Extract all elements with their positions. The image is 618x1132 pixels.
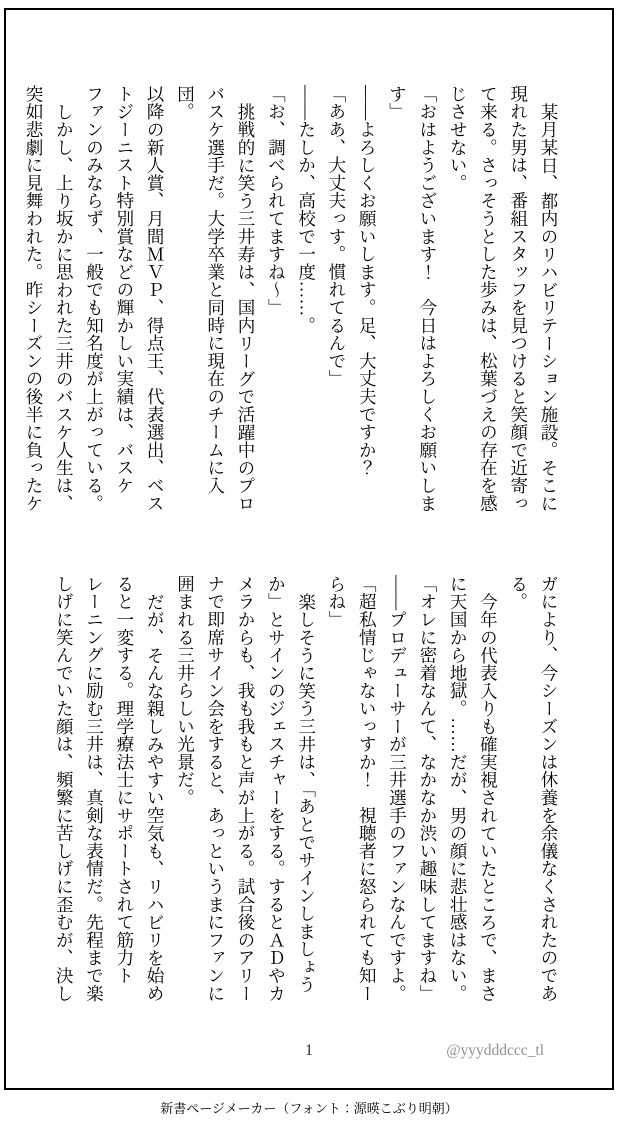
lower-text-block: [49, 575, 564, 1003]
text-line: しかし、上り坂かに思われた三井のバスケ人生は、: [54, 102, 75, 512]
text-line: 「おはようございます！ 今日はよろしくお願いしま: [417, 85, 438, 513]
text-line: 囲まれる三井らしい光景だ。: [175, 575, 196, 807]
text-line: 「オレに密着なんて、なかなか渋い趣味してますね」: [417, 575, 438, 1003]
text-line: バスケ選手だ。大学卒業と同時に現在のチームに入団。: [175, 85, 226, 495]
text-line: か」とサインのジェスチャーをする。するとＡＤやカ: [266, 575, 287, 1003]
text-line: だが、そんな親しみやすい空気も、リハビリを始め: [145, 592, 166, 1002]
text-line: ――たしか、高校で一度……。: [296, 85, 317, 335]
text-line: て来る。さっそうとした歩みは、松葉づえの存在を感: [478, 85, 499, 513]
text-line: らね」: [326, 575, 347, 629]
upper-text-block: [19, 85, 564, 513]
text-line: 「超私情じゃないっすか！ 視聴者に怒られても知ー: [357, 575, 378, 1003]
text-line: トジーニスト特別賞などの輝かしい実績は、バスケ: [114, 85, 135, 495]
twitter-handle: @yyydddccc_tl: [446, 1042, 544, 1059]
text-line: ガにより、今シーズンは休養を余儀なくされたのであ: [539, 575, 559, 1003]
text-line: メラからも、我も我もと声が上がる。試合後のアリー: [236, 575, 257, 1003]
text-line: 楽しそうに笑う三井は、「あとでサインしましょう: [296, 592, 317, 994]
text-line: ナで即席サイン会をすると、あっというまにファンに: [205, 575, 226, 1003]
text-line: 「お、調べられてますね〜」: [266, 85, 287, 317]
text-line: ――よろしくお願いします。足、大丈夫ですか？: [357, 85, 378, 477]
text-line: る。: [508, 575, 529, 611]
book-page: [4, 8, 614, 1090]
text-line: しげに笑んでいた顔は、頻繁に苦しげに歪むが、決し: [54, 575, 75, 1003]
page-number: 1: [305, 1042, 313, 1059]
text-line: 挑戦的に笑う三井寿は、国内リーグで活躍中のプロ: [236, 102, 257, 512]
text-line: ると一変する。理学療法士にサポートされて筋力ト: [114, 575, 135, 985]
generator-caption: 新書ページメーカー（フォント：源暎こぶり明朝）: [160, 1101, 458, 1116]
text-line: 突如悲劇に見舞われた。昨シーズンの後半に負ったケ: [23, 85, 44, 513]
text-line: す」: [387, 85, 408, 121]
text-line: 現れた男は、番組スタッフを見つけると笑顔で近寄っ: [508, 85, 529, 513]
text-line: 「ああ、大丈夫っす。慣れてるんで」: [326, 85, 347, 388]
text-line: ファンのみならず、一般でも知名度が上がっている。: [84, 85, 105, 513]
text-line: 某月某日、都内のリハビリテーション施設。そこに: [539, 102, 559, 512]
text-line: レーニングに励む三井は、真剣な表情だ。先程まで楽: [84, 575, 105, 1003]
text-line: 今年の代表入りも確実視されていたところで、まさ: [478, 592, 499, 1002]
text-line: に天国から地獄。……だが、男の顔に悲壮感はない。: [448, 575, 469, 1003]
text-line: じさせない。: [448, 85, 469, 192]
text-line: 以降の新人賞、月間ＭＶＰ、得点王、代表選出、ベス: [145, 85, 166, 513]
text-line: ――プロデューサーが三井選手のファンなんですよ。: [387, 575, 408, 1003]
